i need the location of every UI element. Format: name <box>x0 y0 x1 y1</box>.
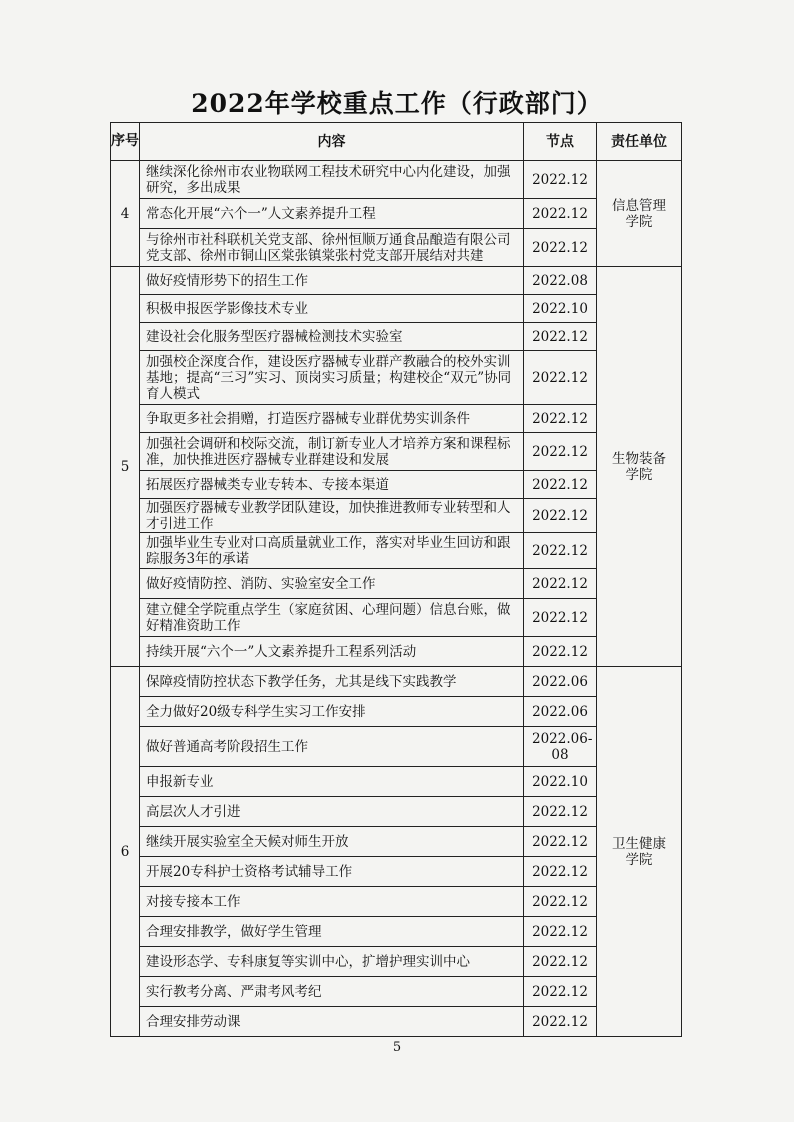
group-no: 5 <box>111 267 140 667</box>
table-row <box>111 295 682 323</box>
row-content: 高层次人才引进 <box>140 797 524 827</box>
row-content: 争取更多社会捐赠，打造医疗器械专业群优势实训条件 <box>140 405 524 433</box>
header-no: 序号 <box>111 123 140 161</box>
table-row <box>111 637 682 667</box>
row-date: 2022.12 <box>524 857 597 887</box>
row-content: 全力做好20级专科学生实习工作安排 <box>140 697 524 727</box>
row-date: 2022.10 <box>524 767 597 797</box>
row-content: 合理安排劳动课 <box>140 1007 524 1037</box>
row-content: 继续深化徐州市农业物联网工程技术研究中心内化建设，加强研究，多出成果 <box>140 161 524 199</box>
row-content: 合理安排教学，做好学生管理 <box>140 917 524 947</box>
table-row <box>111 887 682 917</box>
row-content: 加强毕业生专业对口高质量就业工作，落实对毕业生回访和跟踪服务3年的承诺 <box>140 533 524 569</box>
row-content: 实行教考分离、严肃考风考纪 <box>140 977 524 1007</box>
row-date: 2022.12 <box>524 351 597 405</box>
table-row <box>111 917 682 947</box>
row-content: 做好疫情形势下的招生工作 <box>140 267 524 295</box>
table-row <box>111 857 682 887</box>
row-date: 2022.12 <box>524 405 597 433</box>
table-row <box>111 1007 682 1037</box>
row-date: 2022.12 <box>524 797 597 827</box>
table-row <box>111 323 682 351</box>
row-date: 2022.06 <box>524 667 597 697</box>
table-row <box>111 405 682 433</box>
page-number: 5 <box>392 1040 402 1055</box>
row-content: 拓展医疗器械类专业专转本、专接本渠道 <box>140 471 524 499</box>
table-row <box>111 827 682 857</box>
table-row <box>111 977 682 1007</box>
table-row <box>111 599 682 637</box>
row-content: 做好疫情防控、消防、实验室安全工作 <box>140 569 524 599</box>
row-content: 加强医疗器械专业教学团队建设，加快推进教师专业转型和人才引进工作 <box>140 499 524 533</box>
row-date: 2022.12 <box>524 533 597 569</box>
header-row <box>111 123 682 161</box>
row-date: 2022.12 <box>524 637 597 667</box>
table-row <box>111 569 682 599</box>
row-date: 2022.12 <box>524 887 597 917</box>
row-date: 2022.12 <box>524 471 597 499</box>
row-content: 常态化开展“六个一”人文素养提升工程 <box>140 199 524 229</box>
row-date: 2022.12 <box>524 433 597 471</box>
row-date: 2022.12 <box>524 161 597 199</box>
row-content: 继续开展实验室全天候对师生开放 <box>140 827 524 857</box>
table-row <box>111 161 682 199</box>
row-date: 2022.10 <box>524 295 597 323</box>
row-content: 与徐州市社科联机关党支部、徐州恒顺万通食品酿造有限公司党支部、徐州市铜山区棠张镇棠张村党支部开展结对共建 <box>140 229 524 267</box>
table-row <box>111 767 682 797</box>
row-date: 2022.12 <box>524 499 597 533</box>
row-date: 2022.12 <box>524 323 597 351</box>
work-table <box>110 122 682 1037</box>
table-row <box>111 947 682 977</box>
page-title: 2022年学校重点工作（行政部门） <box>191 89 603 118</box>
row-date: 2022.12 <box>524 229 597 267</box>
row-content: 加强社会调研和校际交流，制订新专业人才培养方案和课程标准，加快推进医疗器械专业群建设和发展 <box>140 433 524 471</box>
row-date: 2022.12 <box>524 917 597 947</box>
row-content: 开展20专科护士资格考试辅导工作 <box>140 857 524 887</box>
row-date: 2022.12 <box>524 827 597 857</box>
header-unit: 责任单位 <box>597 123 682 161</box>
header-date: 节点 <box>524 123 597 161</box>
row-date: 2022.12 <box>524 599 597 637</box>
row-content: 保障疫情防控状态下教学任务，尤其是线下实践教学 <box>140 667 524 697</box>
table-row <box>111 351 682 405</box>
table-row <box>111 667 682 697</box>
group-no: 4 <box>111 161 140 267</box>
table-row <box>111 499 682 533</box>
group-unit: 卫生健康学院 <box>597 667 682 1037</box>
row-date: 2022.06 <box>524 697 597 727</box>
header-content: 内容 <box>140 123 524 161</box>
row-date: 2022.12 <box>524 569 597 599</box>
table-row <box>111 533 682 569</box>
row-content: 做好普通高考阶段招生工作 <box>140 727 524 767</box>
group-unit: 生物装备学院 <box>597 267 682 667</box>
row-content: 建设社会化服务型医疗器械检测技术实验室 <box>140 323 524 351</box>
row-content: 加强校企深度合作，建设医疗器械专业群产教融合的校外实训基地；提高“三习”实习、顶岗实习质量；构建校企“双元”协同育人模式 <box>140 351 524 405</box>
group-unit: 信息管理学院 <box>597 161 682 267</box>
row-date: 2022.12 <box>524 199 597 229</box>
row-date: 2022.12 <box>524 1007 597 1037</box>
table-row <box>111 433 682 471</box>
row-content: 对接专接本工作 <box>140 887 524 917</box>
group-no: 6 <box>111 667 140 1037</box>
row-date: 2022.08 <box>524 267 597 295</box>
table-row <box>111 727 682 767</box>
row-date: 2022.06-08 <box>524 727 597 767</box>
row-content: 持续开展“六个一”人文素养提升工程系列活动 <box>140 637 524 667</box>
table-row <box>111 229 682 267</box>
table-row <box>111 267 682 295</box>
table-row <box>111 199 682 229</box>
table-row <box>111 697 682 727</box>
row-content: 建立健全学院重点学生（家庭贫困、心理问题）信息台账，做好精准资助工作 <box>140 599 524 637</box>
row-date: 2022.12 <box>524 947 597 977</box>
row-content: 建设形态学、专科康复等实训中心，扩增护理实训中心 <box>140 947 524 977</box>
row-date: 2022.12 <box>524 977 597 1007</box>
row-content: 积极申报医学影像技术专业 <box>140 295 524 323</box>
table-row <box>111 797 682 827</box>
table-row <box>111 471 682 499</box>
row-content: 申报新专业 <box>140 767 524 797</box>
